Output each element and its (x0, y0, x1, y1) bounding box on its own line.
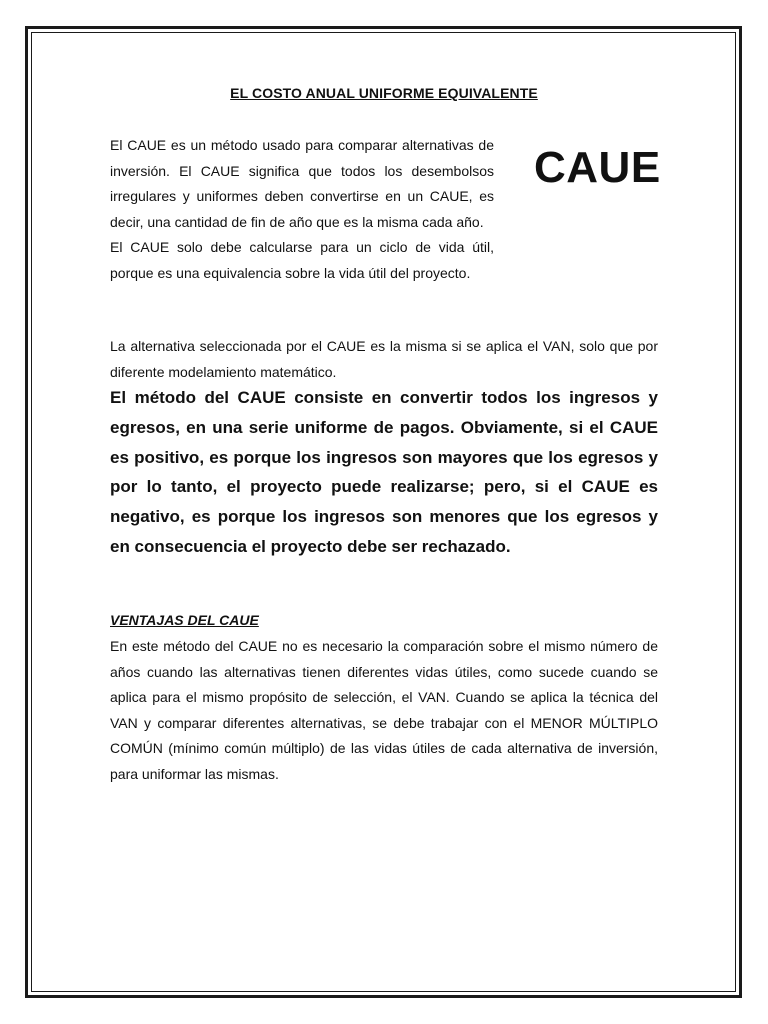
section-paragraph: En este método del CAUE no es necesario la comparación sobre el mismo número de años cuando las alternativas tienen diferentes vidas útiles, como sucede cuando se aplica para el mismo propósito de selección, el VAN. Cuando se aplica la técnica del VAN y comparar diferentes alternativas, se debe trabajar con el MENOR MÚLTIPLO COMÚN (mínimo común múltiplo) de las vidas útiles de cada alternativa de inversión, para uniformar las mismas. (110, 638, 658, 782)
wide-paragraph-block (110, 334, 658, 385)
section-body-ventajas (110, 608, 658, 787)
caue-side-label: CAUE (534, 143, 661, 192)
intro-paragraph-1: El CAUE es un método usado para comparar alternativas de inversión. El CAUE significa que todos los desembolsos irregulares y uniformes deben convertirse en un CAUE, es decir, una cantidad de fin de año que es la misma cada año. (110, 137, 494, 230)
intro-column (110, 133, 494, 286)
intro-paragraph-2: El CAUE solo debe calcularse para un ciclo de vida útil, porque es una equivalencia sobre la vida útil del proyecto. (110, 239, 494, 281)
section-heading-ventajas: VENTAJAS DEL CAUE (110, 612, 259, 628)
wide-paragraph: La alternativa seleccionada por el CAUE es la misma si se aplica el VAN, solo que por diferente modelamiento matemático. (110, 338, 658, 380)
document-title: EL COSTO ANUAL UNIFORME EQUIVALENTE (230, 85, 538, 101)
bold-paragraph: El método del CAUE consiste en convertir todos los ingresos y egresos, en una serie uniforme de pagos. Obviamente, si el CAUE es positivo, es porque los ingresos son mayores que los egresos y por lo tanto, el proyecto puede realizarse; pero, si el CAUE es negativo, es porque los ingresos son menores que los egresos y en consecuencia el proyecto debe ser rechazado. (110, 388, 658, 556)
